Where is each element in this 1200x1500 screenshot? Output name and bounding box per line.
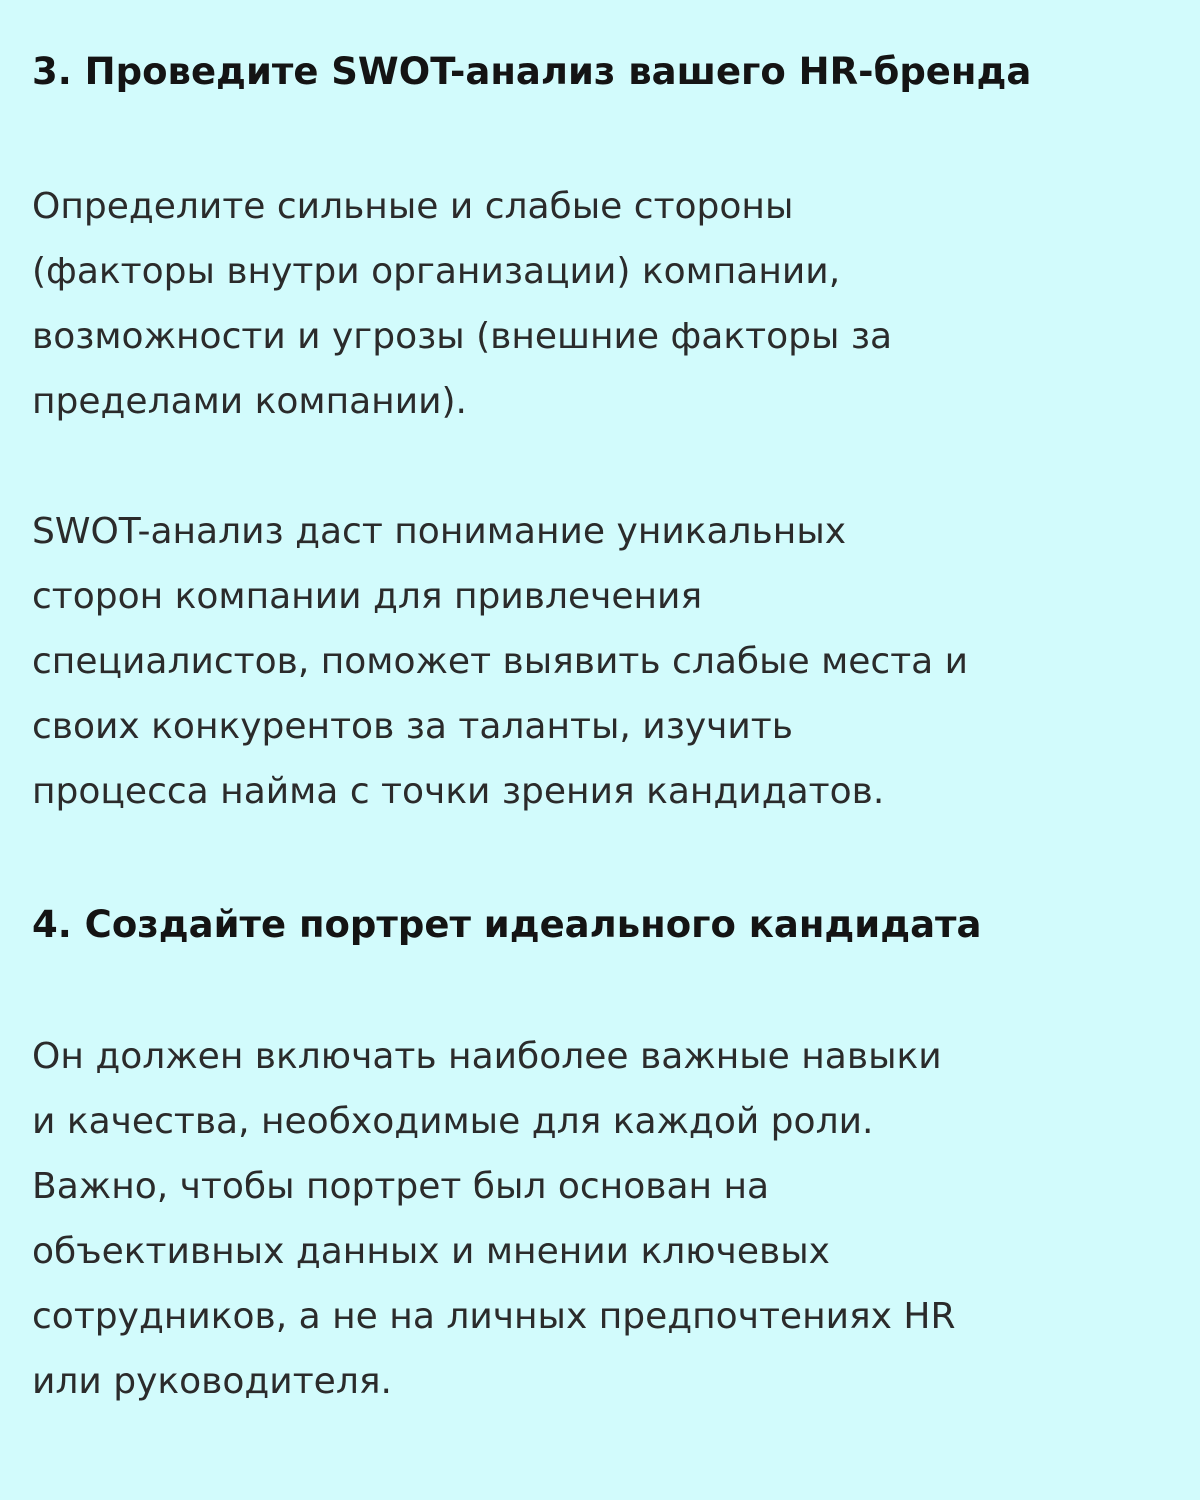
section-3-heading: 3. Проведите SWOT-анализ вашего HR-бренда — [32, 50, 1032, 93]
paragraph-line: сотрудников, а не на личных предпочтениях HR — [32, 1296, 956, 1337]
paragraph-line: пределами компании). — [32, 381, 467, 422]
paragraph-line: Определите сильные и слабые стороны — [32, 186, 794, 227]
paragraph-line: своих конкурентов за таланты, изучить — [32, 706, 793, 747]
section-3-paragraph-1 — [32, 174, 892, 434]
section-4-heading: 4. Создайте портрет идеального кандидата — [32, 903, 982, 946]
paragraph-line: Он должен включать наиболее важные навыки — [32, 1036, 942, 1077]
paragraph-line: объективных данных и мнении ключевых — [32, 1231, 830, 1272]
paragraph-line: возможности и угрозы (внешние факторы за — [32, 316, 893, 357]
section-4-paragraph-1 — [32, 1024, 956, 1414]
paragraph-line: Важно, чтобы портрет был основан на — [32, 1166, 770, 1207]
paragraph-line: специалистов, поможет выявить слабые места и — [32, 641, 969, 682]
paragraph-line: или руководителя. — [32, 1361, 392, 1402]
paragraph-line: процесса найма с точки зрения кандидатов. — [32, 771, 885, 812]
paragraph-line: сторон компании для привлечения — [32, 576, 703, 617]
paragraph-line: (факторы внутри организации) компании, — [32, 251, 841, 292]
section-3-paragraph-2 — [32, 499, 968, 824]
paragraph-line: и качества, необходимые для каждой роли. — [32, 1101, 874, 1142]
paragraph-line: SWOT-анализ даст понимание уникальных — [32, 511, 847, 552]
